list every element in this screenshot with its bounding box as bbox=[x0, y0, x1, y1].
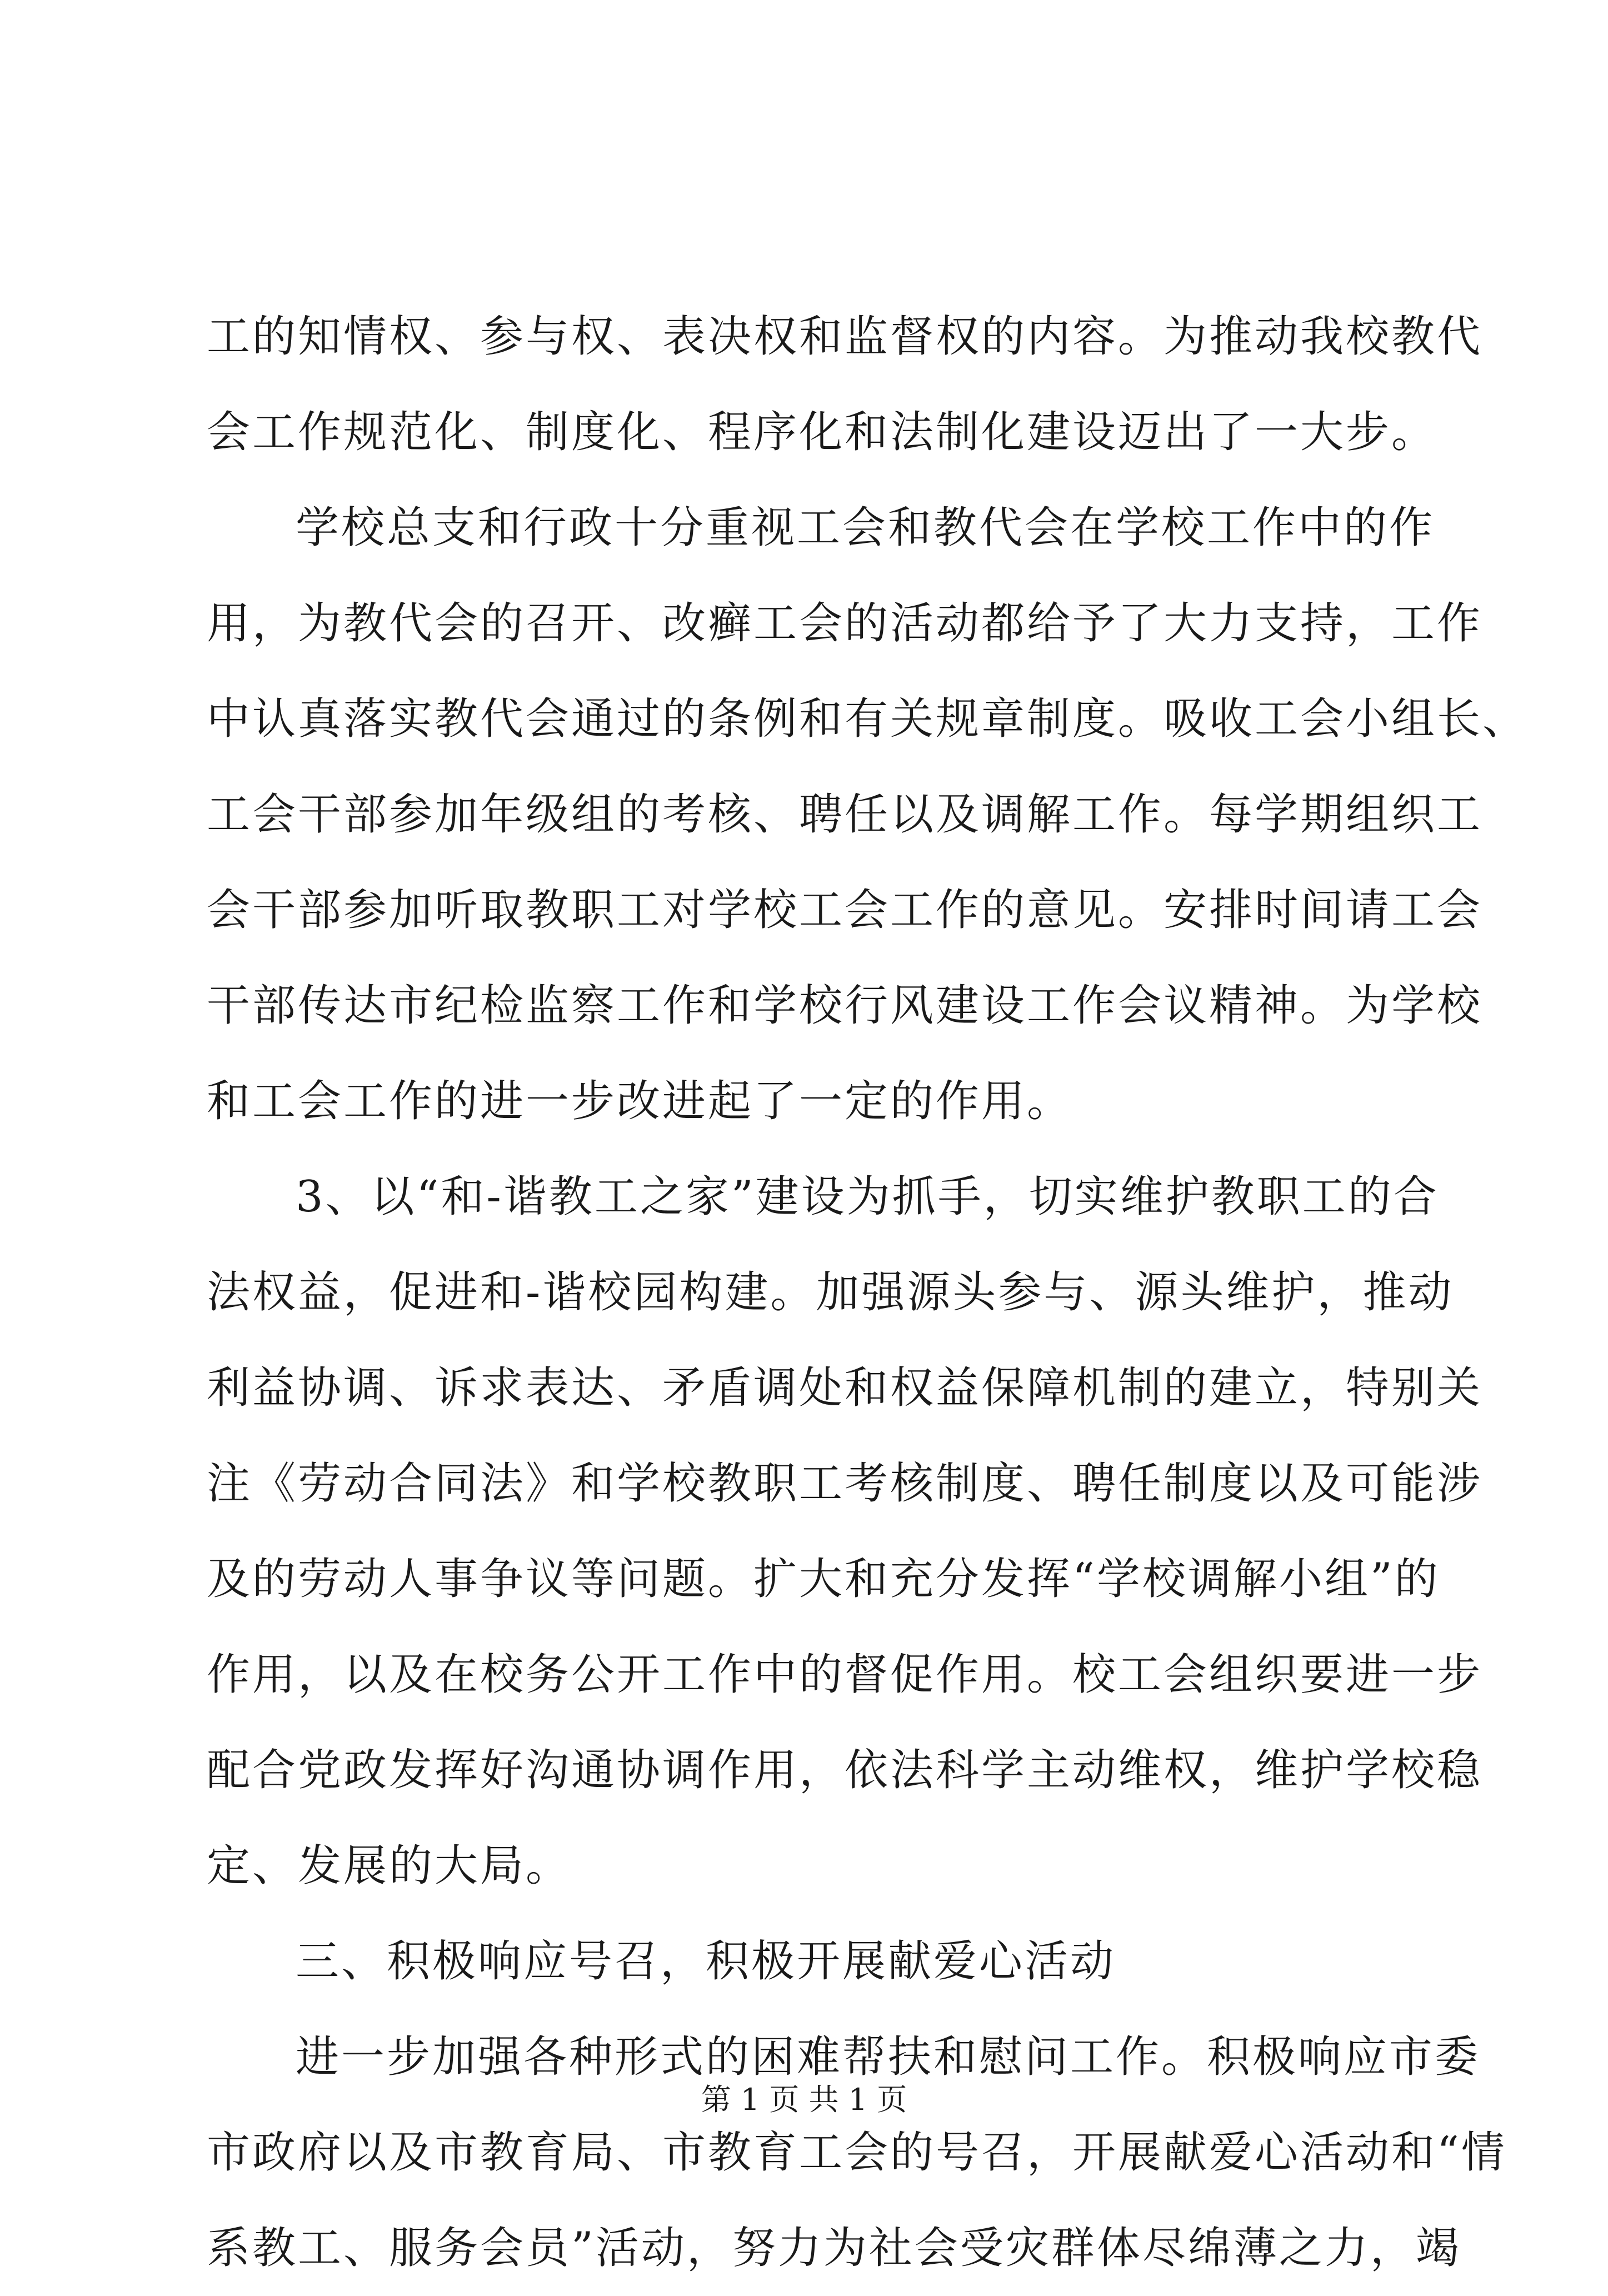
text-line: 市政府以及市教育局、市教育工会的号召，开展献爱心活动和“情 bbox=[207, 2128, 1507, 2178]
text-line: 用，为教代会的召开、改癣工会的活动都给予了大力支持，工作 bbox=[207, 598, 1483, 648]
text-line: 作用，以及在校务公开工作中的督促作用。校工会组织要进一步 bbox=[207, 1650, 1483, 1700]
text-line: 会干部参加听取教职工对学校工会工作的意见。安排时间请工会 bbox=[207, 885, 1483, 935]
text-line: 和工会工作的进一步改进起了一定的作用。 bbox=[207, 1076, 1073, 1126]
document-body bbox=[207, 289, 1529, 2296]
text-line: 工会干部参加年级组的考核、聘任以及调解工作。每学期组织工 bbox=[207, 790, 1483, 840]
text-line: 注《劳动合同法》和学校教职工考核制度、聘任制度以及可能涉 bbox=[207, 1459, 1483, 1509]
text-line: 利益协调、诉求表达、矛盾调处和权益保障机制的建立，特别关 bbox=[207, 1363, 1483, 1413]
section-heading: 三、积极响应号召，积极开展献爱心活动 bbox=[296, 1936, 1116, 1986]
text-line: 定、发展的大局。 bbox=[207, 1841, 572, 1891]
paragraph-start-line: 3、以“和-谐教工之家”建设为抓手，切实维护教职工的合 bbox=[296, 1172, 1439, 1222]
paragraph-start-line: 进一步加强各种形式的困难帮扶和慰问工作。积极响应市委 bbox=[296, 2032, 1481, 2082]
text-line: 系教工、服务会员”活动，努力为社会受灾群体尽绵薄之力，竭 bbox=[207, 2223, 1461, 2273]
text-line: 会工作规范化、制度化、程序化和法制化建设迈出了一大步。 bbox=[207, 407, 1437, 457]
text-line: 工的知情权、参与权、表决权和监督权的内容。为推动我校教代 bbox=[207, 312, 1483, 362]
text-line: 干部传达市纪检监察工作和学校行风建设工作会议精神。为学校 bbox=[207, 981, 1483, 1031]
text-line: 中认真落实教代会通过的条例和有关规章制度。吸收工会小组长、 bbox=[207, 694, 1529, 744]
paragraph-start-line: 学校总支和行政十分重视工会和教代会在学校工作中的作 bbox=[296, 503, 1435, 553]
page-number-footer: 第 1 页 共 1 页 bbox=[701, 2082, 907, 2117]
text-line: 法权益，促进和-谐校园构建。加强源头参与、源头维护，推动 bbox=[207, 1267, 1454, 1317]
text-line: 配合党政发挥好沟通协调作用，依法科学主动维权，维护学校稳 bbox=[207, 1745, 1483, 1795]
text-line: 及的劳动人事争议等问题。扩大和充分发挥“学校调解小组”的 bbox=[207, 1554, 1440, 1604]
